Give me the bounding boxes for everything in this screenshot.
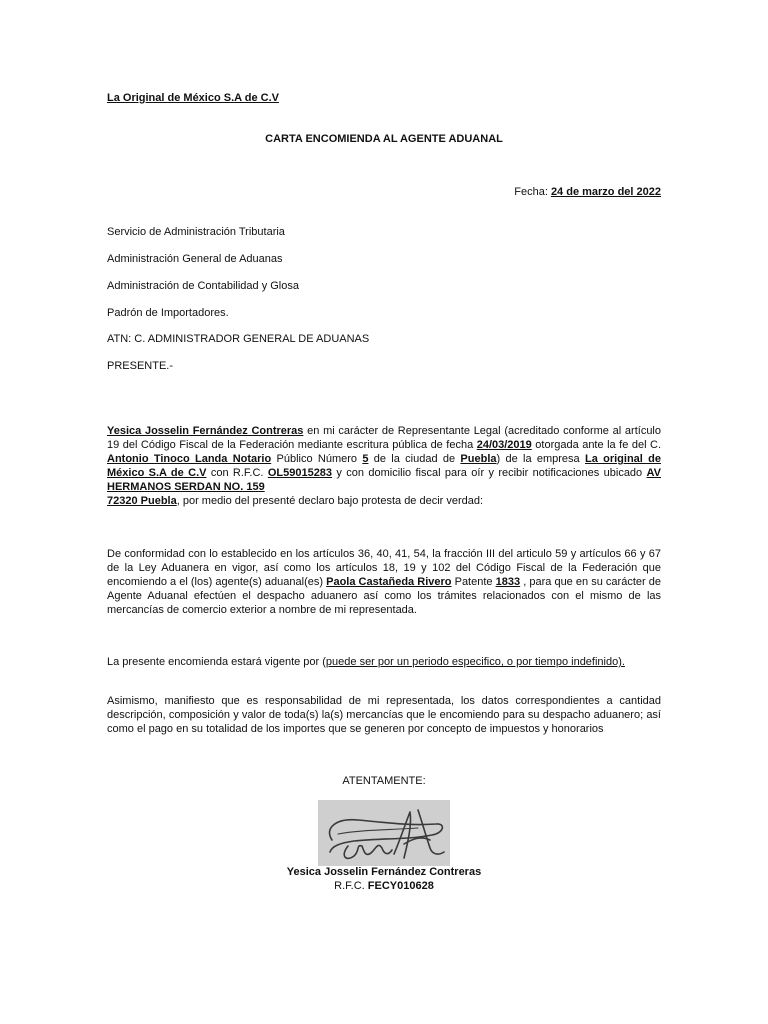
- recipient-atn: ATN: C. ADMINISTRADOR GENERAL DE ADUANAS: [107, 333, 370, 345]
- p1-text-7: y con domicilio fiscal para oír y recibir notificaciones ubicado: [332, 467, 647, 479]
- p3-text-1: La presente encomienda estará vigente por (: [107, 656, 326, 668]
- date-line: [514, 185, 661, 199]
- closing-atentamente: ATENTAMENTE:: [342, 775, 426, 787]
- p2-text-2: Patente: [451, 576, 496, 588]
- address-city: 72320 Puebla: [107, 495, 177, 507]
- patent-number: 1833: [495, 576, 521, 588]
- recipient-aduanas: Administración General de Aduanas: [107, 253, 283, 265]
- recipient-sat: Servicio de Administración Tributaria: [107, 226, 285, 238]
- signature-image: [318, 800, 450, 866]
- representante-name: Yesica Josselin Fernández Contreras: [107, 425, 304, 437]
- paragraph-conformidad: [107, 547, 661, 617]
- paragraph-responsabilidad: Asimismo, manifiesto que es responsabilidad de mi representada, los datos correspondientes a cantidad descripción, composición y valor de toda(s) la(s) mercancías que le encomiendo para su despacho aduanero; así como el pago en su totalidad de los importes que se generen por concepto de impuestos y honorarios: [107, 695, 661, 735]
- notario-name: Antonio Tinoco Landa Notario: [107, 453, 272, 465]
- paragraph-representante: [107, 424, 661, 494]
- notario-number: 5: [362, 453, 369, 465]
- recipient-presente: PRESENTE.-: [107, 360, 174, 372]
- date-label: Fecha:: [514, 186, 551, 198]
- p1-text-8: , por medio del presenté declaro bajo protesta de decir verdad:: [176, 495, 484, 507]
- p1-text-3: Público Número: [271, 453, 363, 465]
- signer-rfc-value: FECY010628: [367, 880, 434, 892]
- escritura-date: 24/03/2019: [476, 439, 532, 451]
- p2-text-1: De conformidad con lo establecido en los artículos 36, 40, 41, 54, la fracción III del articulo 59 y artículos 66 y 67 de la Ley Aduanera en vigor, así como los artículos 18, 19 y 102 del Código Fiscal de la Federación que encomiendo a el (los) agente(s) aduanal(es): [107, 548, 661, 588]
- p1-text-4: de la ciudad de: [368, 453, 461, 465]
- signer-rfc: [0, 879, 768, 893]
- company-name-inline: La original de México S.A de C.V: [107, 453, 661, 479]
- p1-text-6: con R.F.C.: [206, 467, 268, 479]
- agent-name: Paola Castañeda Rivero: [326, 576, 452, 588]
- signer-rfc-label: R.F.C.: [334, 880, 368, 892]
- paragraph-representante-end: [107, 494, 661, 508]
- p2-text-3: , para que en su carácter de Agente Aduanal efectúen el despacho aduanero así como los trámites relacionados con el mismo de las mercancías de comercio exterior a nombre de mi representada.: [107, 576, 661, 616]
- p1-text-1: en mi carácter de Representante Legal (acreditado conforme al artículo 19 del Código Fiscal de la Federación mediante escritura pública de fecha: [107, 425, 661, 451]
- p1-text-5: ) de la empresa: [496, 453, 585, 465]
- address-street: AV HERMANOS SERDAN NO. 159: [107, 467, 661, 493]
- signature-scribble: [318, 800, 450, 866]
- paragraph-vigencia: [107, 655, 661, 669]
- validity-period: puede ser por un periodo especifico, o por tiempo indefinido).: [325, 656, 625, 668]
- document-title: CARTA ENCOMIENDA AL AGENTE ADUANAL: [265, 133, 503, 145]
- company-rfc: OL59015283: [267, 467, 333, 479]
- city-name: Puebla: [460, 453, 497, 465]
- signer-name: Yesica Josselin Fernández Contreras: [286, 866, 482, 878]
- recipient-padron: Padrón de Importadores.: [107, 307, 229, 319]
- p1-text-2: otorgada ante la fe del C.: [531, 439, 662, 451]
- date-value: 24 de marzo del 2022: [550, 186, 661, 198]
- recipient-contabilidad: Administración de Contabilidad y Glosa: [107, 280, 299, 292]
- company-header: La Original de México S.A de C.V: [107, 92, 279, 104]
